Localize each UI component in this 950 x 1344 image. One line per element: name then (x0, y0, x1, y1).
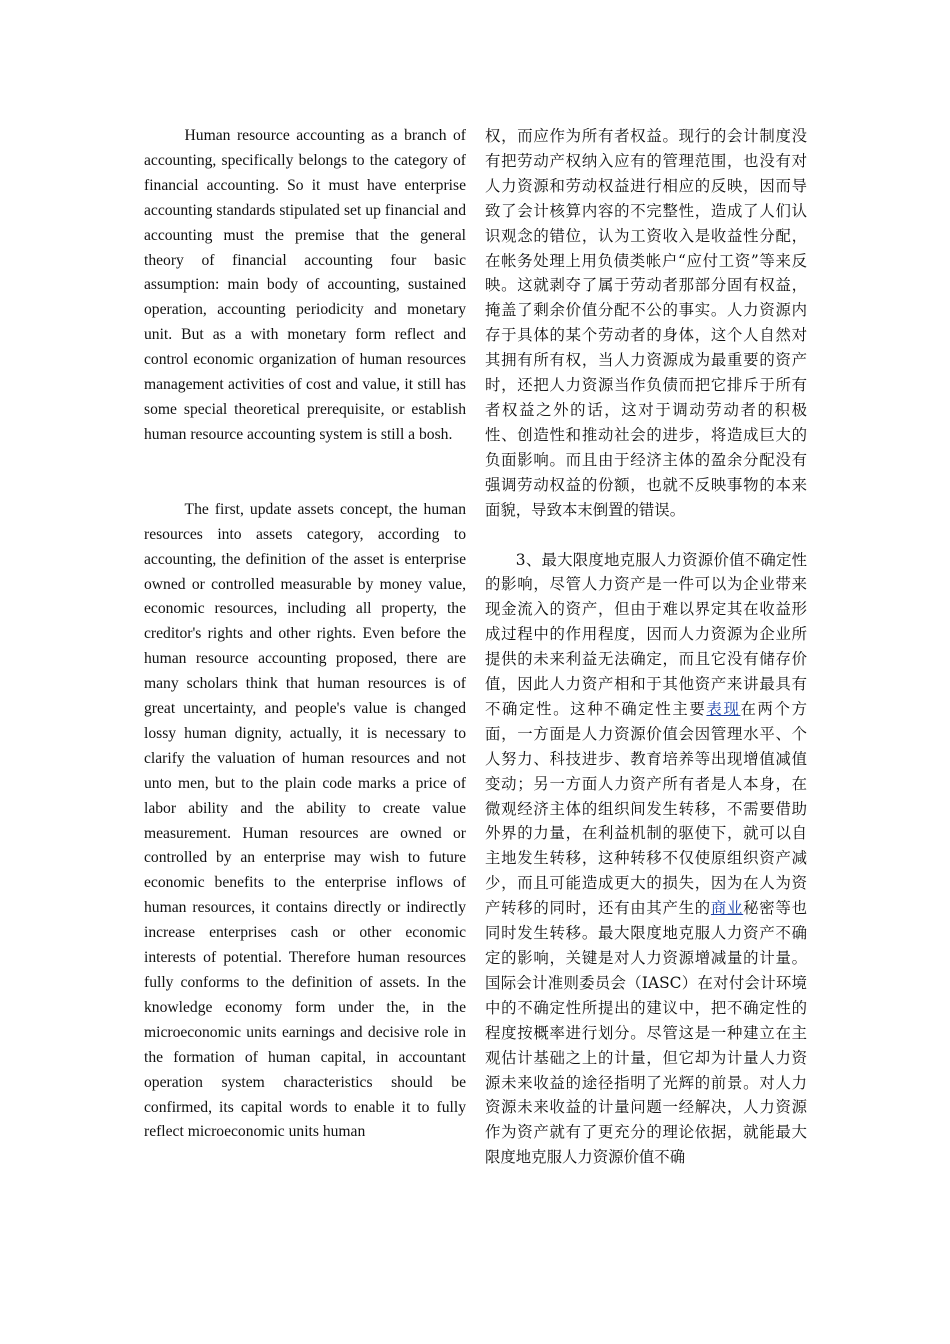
left-paragraph-2: The first, update assets concept, the human resources into assets category, according to accounting, the definition of the asset is enterprise owned or controlled measurable by money value, economic resources, including all property, the creditor's rights and other rights. Even before the human resource accounting proposed, there are many scholars think that human resources is of great uncertainty, and people's value is changed lossy human dignity, actually, it is necessary to clarify the valuation of human resources and not unto men, but to the plain code marks a price of labor ability and the ability to create value measurement. Human resources are owned or controlled by an enterprise may wish to future economic benefits to the enterprise inflows of human resources, it contains directly or indirectly increase enterprises cash or other economic interests of potential. Therefore human resources fully conforms to the definition of assets. In the knowledge economy form under the, in the microeconomic units earnings and decisive role in the formation of human capital, in accountant operation system characteristics should be confirmed, its capital words to enable it to fully reflect microeconomic units human (144, 500, 466, 1141)
left-paragraph-1: Human resource accounting as a branch of accounting, specifically belongs to the category of financial accounting. So it must have enterprise accounting standards stipulated set up financial and accounting must the premise that the general theory of financial accounting four basic assumption: main body of accounting, sustained operation, accounting periodicity and monetary unit. But as a with monetary form reflect and control economic organization of human resources management activities of cost and value, it still has some special theoretical prerequisite, or establish human resource accounting system is still a bosh. (144, 127, 466, 443)
link-shangye[interactable]: 商业 (710, 899, 744, 918)
paragraph-spacer (485, 523, 807, 548)
link-biaoxian[interactable]: 表现 (706, 699, 741, 718)
right-paragraph-1: 权，而应作为所有者权益。现行的会计制度没有把劳动产权纳入应有的管理范围，也没有对人力资源和劳动权益进行相应的反映，因而导致了会计核算内容的不完整性，造成了人们认识观念的错位，认为工资收入是收益性分配，在帐务处理上用负债类帐户“应付工资”等来反映。这就剥夺了属于劳动者那部分固有权益，掩盖了剩余价值分配不公的事实。人力资源内存于具体的某个劳动者的身体，这个人自然对其拥有所有权，当人力资源成为最重要的资产时，还把人力资源当作负债而把它排斥于所有者权益之外的话，这对于调动劳动者的积极性、创造性和推动社会的进步，将造成巨大的负面影响。而且由于经济主体的盈余分配没有强调劳动权益的份额，也就不反映事物的本来面貌，导致本末倒置的错误。 (485, 127, 807, 519)
left-column (144, 124, 466, 1145)
right-paragraph-2-text-a: 3、最大限度地克服人力资源价值不确定性的影响，尽管人力资产是一件可以为企业带来现金流入的资产，但由于难以界定其在收益形成过程中的作用程度，因而人力资源为企业所提供的未来利益无法确定，而且它没有储存价值，因此人力资产相和于其他资产来讲最具有不确定性。这种不确定性主要 (485, 550, 807, 718)
right-paragraph-2-text-b: 在两个方面，一方面是人力资源价值会因管理水平、个人努力、科技进步、教育培养等出现增值减值变动；另一方面人力资产所有者是人本身，在微观经济主体的组织间发生转移，不需要借助外界的力量，在利益机制的驱使下，就可以自主地发生转移，这种转移不仅使原组织资产减少，而且可能造成更大的损失，因为在人为资产转移的同时，还有由其产生的 (485, 699, 807, 918)
right-paragraph-2 (485, 548, 807, 1171)
right-paragraph-2-text-c: 秘密等也同时发生转移。最大限度地克服人力资产不确定的影响，关键是对人力资源增减量的计量。国际会计准则委员会（IASC）在对付会计环境中的不确定性所提出的建议中，把不确定性的程度按概率进行划分。尽管这是一种建立在主观估计基础之上的计量，但它却为计量人力资源未来收益的途径指明了光辉的前景。对人力资源未来收益的计量问题一经解决，人力资源作为资产就有了更充分的理论依据，就能最大限度地克服人力资源价值不确 (485, 899, 807, 1167)
paragraph-spacer (144, 448, 466, 498)
right-column (485, 124, 807, 1170)
